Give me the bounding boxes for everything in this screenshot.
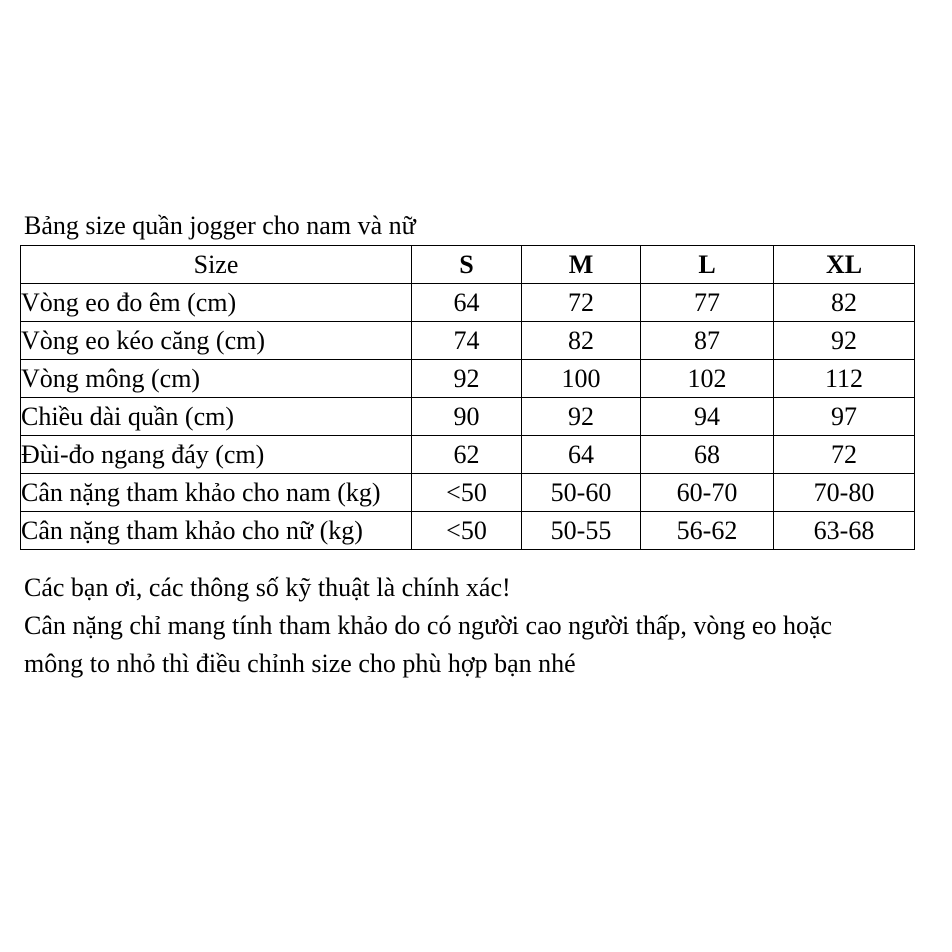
- size-header-label: Size: [21, 246, 412, 284]
- cell-value: 90: [412, 398, 522, 436]
- cell-value: <50: [412, 512, 522, 550]
- row-label: Cân nặng tham khảo cho nam (kg): [21, 474, 412, 512]
- cell-value: 77: [641, 284, 774, 322]
- cell-value: <50: [412, 474, 522, 512]
- cell-value: 64: [412, 284, 522, 322]
- cell-value: 92: [522, 398, 641, 436]
- cell-value: 72: [522, 284, 641, 322]
- cell-value: 63-68: [774, 512, 915, 550]
- table-row: [21, 436, 915, 474]
- cell-value: 94: [641, 398, 774, 436]
- cell-value: 102: [641, 360, 774, 398]
- cell-value: 82: [774, 284, 915, 322]
- note-line-3: mông to nhỏ thì điều chỉnh size cho phù hợp bạn nhé: [24, 649, 576, 678]
- row-label: Vòng eo kéo căng (cm): [21, 322, 412, 360]
- row-label: Vòng eo đo êm (cm): [21, 284, 412, 322]
- cell-value: 112: [774, 360, 915, 398]
- size-m-header: M: [522, 246, 641, 284]
- cell-value: 87: [641, 322, 774, 360]
- notes: [24, 569, 924, 683]
- table-row: [21, 474, 915, 512]
- cell-value: 97: [774, 398, 915, 436]
- size-table: [20, 245, 915, 550]
- table-row: [21, 322, 915, 360]
- cell-value: 82: [522, 322, 641, 360]
- note-line-2: Cân nặng chỉ mang tính tham khảo do có người cao người thấp, vòng eo hoặc: [24, 611, 833, 640]
- row-label: Đùi-đo ngang đáy (cm): [21, 436, 412, 474]
- cell-value: 92: [412, 360, 522, 398]
- cell-value: 92: [774, 322, 915, 360]
- row-label: Vòng mông (cm): [21, 360, 412, 398]
- table-row: [21, 398, 915, 436]
- note-line-1: Các bạn ơi, các thông số kỹ thuật là chính xác!: [24, 573, 511, 602]
- table-title: Bảng size quần jogger cho nam và nữ: [24, 211, 416, 240]
- cell-value: 56-62: [641, 512, 774, 550]
- cell-value: 74: [412, 322, 522, 360]
- cell-value: 72: [774, 436, 915, 474]
- header-row: [21, 246, 915, 284]
- cell-value: 62: [412, 436, 522, 474]
- cell-value: 100: [522, 360, 641, 398]
- row-label: Chiều dài quần (cm): [21, 398, 412, 436]
- cell-value: 70-80: [774, 474, 915, 512]
- cell-value: 50-60: [522, 474, 641, 512]
- cell-value: 60-70: [641, 474, 774, 512]
- row-label: Cân nặng tham khảo cho nữ (kg): [21, 512, 412, 550]
- size-s-header: S: [412, 246, 522, 284]
- cell-value: 50-55: [522, 512, 641, 550]
- size-l-header: L: [641, 246, 774, 284]
- size-xl-header: XL: [774, 246, 915, 284]
- table-row: [21, 512, 915, 550]
- cell-value: 68: [641, 436, 774, 474]
- cell-value: 64: [522, 436, 641, 474]
- table-row: [21, 284, 915, 322]
- table-row: [21, 360, 915, 398]
